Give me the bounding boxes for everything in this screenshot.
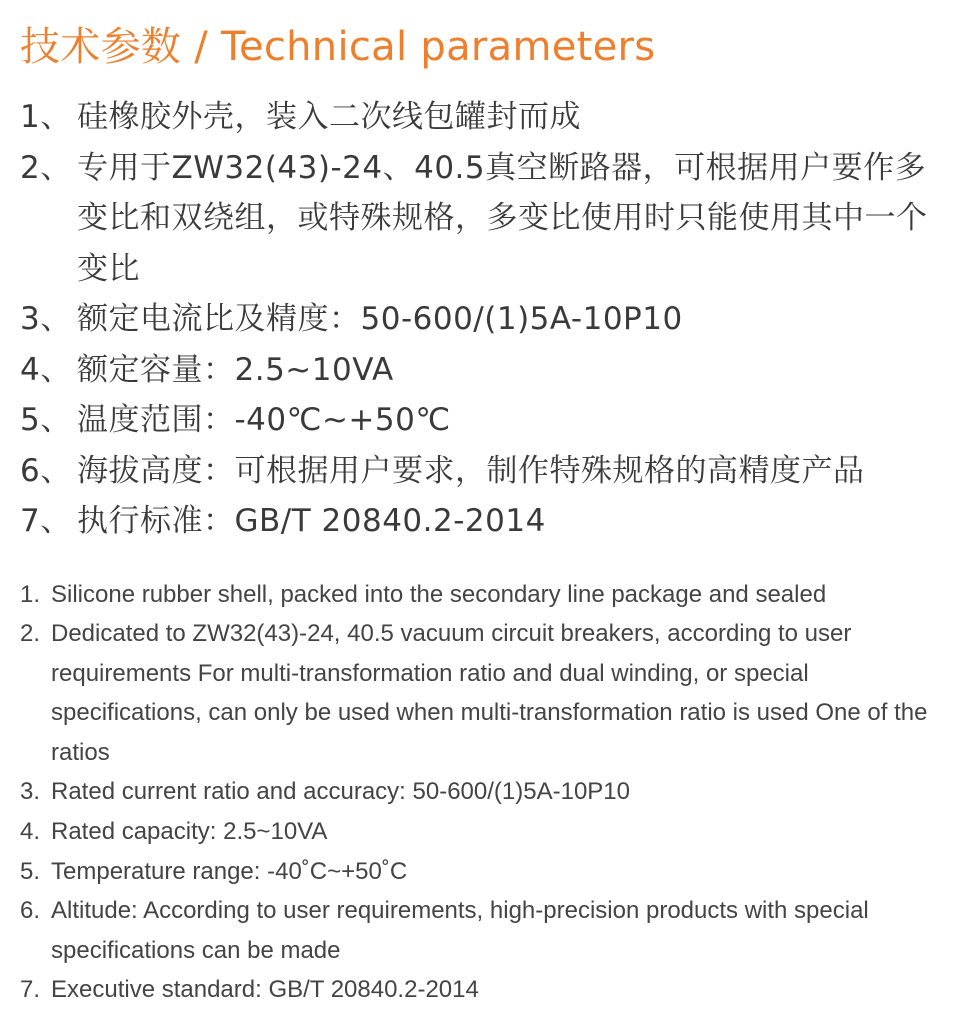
item-text: 额定电流比及精度：50-600/(1)5A-10P10: [77, 301, 683, 337]
item-number: 2.: [20, 620, 41, 648]
english-item-7: [20, 970, 950, 1010]
item-text: 温度范围：-40℃~+50℃: [77, 402, 451, 438]
item-text: 海拔高度：可根据用户要求，制作特殊规格的高精度产品: [77, 452, 865, 489]
chinese-item-2: [20, 143, 950, 295]
item-number: 1.: [20, 580, 41, 608]
item-text: Temperature range: -40˚C~+50˚C: [51, 857, 408, 885]
item-number: 1、: [20, 99, 72, 135]
english-item-4: [20, 812, 950, 852]
chinese-item-4: [20, 345, 950, 396]
english-item-5: [20, 852, 950, 892]
item-number: 2、: [20, 149, 72, 186]
item-number: 7.: [20, 976, 41, 1004]
chinese-item-1: [20, 92, 950, 143]
item-number: 3.: [20, 778, 41, 806]
item-number: 5、: [20, 402, 72, 438]
chinese-parameter-list: [20, 92, 950, 547]
item-number: 4、: [20, 351, 72, 388]
english-parameter-list: [20, 575, 950, 1011]
item-text: Rated current ratio and accuracy: 50-600/(1)5A-10P10: [51, 778, 630, 806]
chinese-item-6: [20, 446, 950, 497]
item-number: 4.: [20, 818, 41, 846]
item-text: Dedicated to ZW32(43)-24, 40.5 vacuum circuit breakers, according to user requirements For multi-transformation ratio and dual winding, or special specifications, can only be used when multi-transformation ratio is used One of the ratios: [51, 620, 928, 766]
chinese-item-5: [20, 395, 950, 446]
item-text: Rated capacity: 2.5~10VA: [51, 818, 328, 846]
item-text: Executive standard: GB/T 20840.2-2014: [51, 976, 479, 1004]
chinese-item-3: [20, 294, 950, 345]
item-text: 额定容量：2.5~10VA: [77, 351, 394, 388]
item-text: Altitude: According to user requirements, high-precision products with special specifications can be made: [51, 897, 869, 964]
page-title: 技术参数 / Technical parameters: [20, 24, 656, 70]
item-text: 专用于ZW32(43)-24、40.5真空断路器，可根据用户要作多变比和双绕组，或特殊规格，多变比使用时只能使用其中一个变比: [77, 149, 928, 287]
chinese-item-7: [20, 496, 950, 547]
item-text: Silicone rubber shell, packed into the secondary line package and sealed: [51, 580, 827, 608]
item-number: 3、: [20, 301, 72, 337]
item-number: 6、: [20, 452, 72, 489]
item-text: 硅橡胶外壳，装入二次线包罐封而成: [77, 99, 581, 135]
item-text: 执行标准：GB/T 20840.2-2014: [77, 503, 546, 539]
english-item-1: [20, 575, 950, 615]
item-number: 7、: [20, 503, 72, 539]
english-item-6: [20, 891, 950, 970]
item-number: 6.: [20, 897, 41, 925]
item-number: 5.: [20, 857, 41, 885]
english-item-3: [20, 772, 950, 812]
english-item-2: [20, 614, 950, 772]
